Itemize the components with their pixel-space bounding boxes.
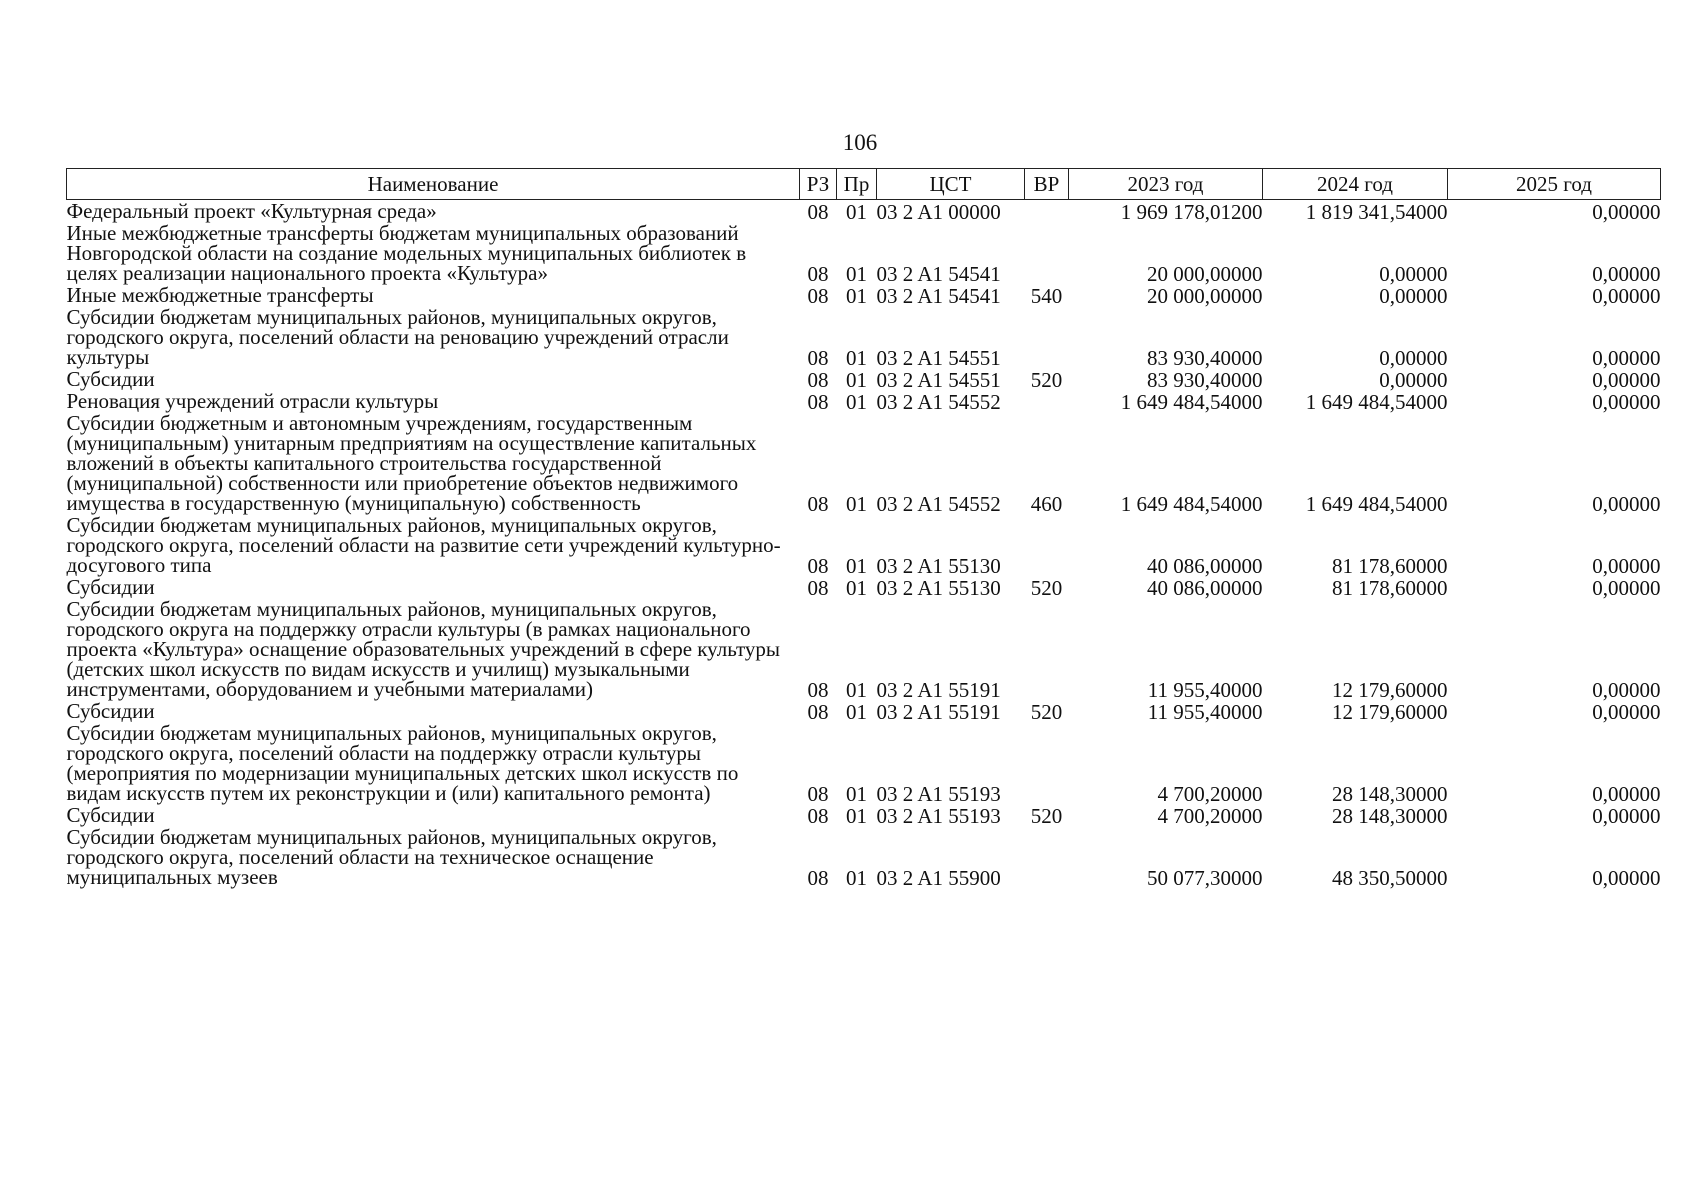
header-rz: РЗ bbox=[800, 169, 837, 200]
table-row bbox=[67, 368, 1661, 390]
table-row bbox=[67, 306, 1661, 368]
cell-y2023: 50 077,30000 bbox=[1147, 866, 1263, 890]
cell-vr bbox=[1025, 514, 1069, 576]
cell-cst: 03 2 A1 55900 bbox=[876, 866, 1001, 890]
cell-y2024: 0,00000 bbox=[1379, 284, 1448, 308]
cell-cst: 03 2 A1 54541 bbox=[876, 284, 1001, 308]
cell-pr: 01 bbox=[846, 492, 867, 516]
cell-y2024: 12 179,60000 bbox=[1332, 700, 1448, 724]
cell-cst: 03 2 A1 55193 bbox=[876, 804, 1001, 828]
cell-rz: 08 bbox=[807, 576, 829, 600]
cell-vr bbox=[1025, 390, 1069, 412]
cell-cst: 03 2 A1 55193 bbox=[876, 782, 1001, 806]
cell-y2025: 0,00000 bbox=[1592, 284, 1661, 308]
cell-vr bbox=[1025, 306, 1069, 368]
table-row bbox=[67, 222, 1661, 284]
page-number: 106 bbox=[842, 130, 878, 155]
cell-y2024: 0,00000 bbox=[1379, 262, 1448, 286]
cell-y2025: 0,00000 bbox=[1592, 390, 1661, 414]
cell-vr: 460 bbox=[1030, 492, 1063, 516]
cell-y2024: 81 178,60000 bbox=[1332, 576, 1448, 600]
cell-vr bbox=[1025, 722, 1069, 804]
header-vr: ВР bbox=[1025, 169, 1069, 200]
cell-pr: 01 bbox=[846, 576, 867, 600]
cell-y2024: 0,00000 bbox=[1379, 346, 1448, 370]
cell-y2025: 0,00000 bbox=[1592, 346, 1661, 370]
header-2025: 2025 год bbox=[1448, 169, 1661, 200]
cell-rz: 08 bbox=[807, 200, 829, 224]
cell-y2025: 0,00000 bbox=[1592, 262, 1661, 286]
cell-y2024: 1 649 484,54000 bbox=[1305, 390, 1448, 414]
cell-rz: 08 bbox=[807, 284, 829, 308]
cell-pr: 01 bbox=[846, 782, 867, 806]
cell-name: Иные межбюджетные трансферты бюджетам муниципальных образований Новгородской области на создание модельных муниципальных библиотек в целях реализации национального проекта «Культура» bbox=[66, 221, 747, 285]
cell-y2024: 28 148,30000 bbox=[1332, 804, 1448, 828]
table-row bbox=[67, 722, 1661, 804]
cell-name: Субсидии бюджетам муниципальных районов, муниципальных округов, городского округа на поддержку отрасли культуры (в рамках национального проекта «Культура» оснащение образовательных учреждений в сфере культуры (детских школ искусств по видам искусств и училищ) музыкальными инструментами, оборудованием и учебными материалами) bbox=[66, 597, 781, 701]
table-row bbox=[67, 514, 1661, 576]
cell-y2023: 20 000,00000 bbox=[1147, 284, 1263, 308]
header-name: Наименование bbox=[67, 169, 800, 200]
cell-y2023: 83 930,40000 bbox=[1147, 368, 1263, 392]
cell-rz: 08 bbox=[807, 262, 829, 286]
cell-y2024: 48 350,50000 bbox=[1332, 866, 1448, 890]
cell-pr: 01 bbox=[846, 554, 867, 578]
cell-y2023: 1 649 484,54000 bbox=[1120, 492, 1263, 516]
cell-y2024: 81 178,60000 bbox=[1332, 554, 1448, 578]
header-2023: 2023 год bbox=[1069, 169, 1263, 200]
header-pr: Пр bbox=[837, 169, 877, 200]
cell-rz: 08 bbox=[807, 866, 829, 890]
cell-y2025: 0,00000 bbox=[1592, 700, 1661, 724]
cell-pr: 01 bbox=[846, 678, 867, 702]
table-header-row bbox=[67, 169, 1661, 200]
cell-y2025: 0,00000 bbox=[1592, 492, 1661, 516]
cell-y2023: 83 930,40000 bbox=[1147, 346, 1263, 370]
cell-cst: 03 2 A1 55191 bbox=[876, 700, 1001, 724]
cell-y2024: 1 819 341,54000 bbox=[1305, 200, 1448, 224]
cell-rz: 08 bbox=[807, 700, 829, 724]
table-row bbox=[67, 700, 1661, 722]
cell-cst: 03 2 A1 00000 bbox=[876, 200, 1001, 224]
cell-name: Субсидии бюджетам муниципальных районов, муниципальных округов, городского округа, поселений области на развитие сети учреждений культурно-досугового типа bbox=[66, 513, 781, 577]
cell-vr bbox=[1025, 826, 1069, 888]
cell-vr: 520 bbox=[1030, 576, 1063, 600]
cell-pr: 01 bbox=[846, 368, 867, 392]
cell-cst: 03 2 A1 54551 bbox=[876, 346, 1001, 370]
budget-table bbox=[66, 168, 1661, 888]
cell-cst: 03 2 A1 55130 bbox=[876, 576, 1001, 600]
cell-name: Субсидии bbox=[66, 575, 155, 599]
cell-y2025: 0,00000 bbox=[1592, 804, 1661, 828]
table-row bbox=[67, 390, 1661, 412]
cell-name: Реновация учреждений отрасли культуры bbox=[66, 389, 439, 413]
table-body bbox=[67, 200, 1661, 889]
cell-vr bbox=[1025, 200, 1069, 223]
cell-pr: 01 bbox=[846, 200, 867, 224]
table-row bbox=[67, 804, 1661, 826]
cell-y2024: 12 179,60000 bbox=[1332, 678, 1448, 702]
table-row bbox=[67, 200, 1661, 223]
cell-name: Федеральный проект «Культурная среда» bbox=[66, 199, 437, 223]
header-2024: 2024 год bbox=[1263, 169, 1448, 200]
cell-y2023: 40 086,00000 bbox=[1147, 576, 1263, 600]
cell-y2023: 11 955,40000 bbox=[1147, 700, 1263, 724]
cell-y2025: 0,00000 bbox=[1592, 576, 1661, 600]
cell-pr: 01 bbox=[846, 700, 867, 724]
cell-y2025: 0,00000 bbox=[1592, 782, 1661, 806]
cell-vr: 520 bbox=[1030, 368, 1063, 392]
cell-name: Субсидии бюджетам муниципальных районов, муниципальных округов, городского округа, поселений области на техническое оснащение муниципальных музеев bbox=[66, 825, 717, 889]
cell-cst: 03 2 A1 54551 bbox=[876, 368, 1001, 392]
cell-rz: 08 bbox=[807, 804, 829, 828]
cell-name: Субсидии bbox=[66, 367, 155, 391]
cell-pr: 01 bbox=[846, 390, 867, 414]
cell-y2023: 40 086,00000 bbox=[1147, 554, 1263, 578]
cell-y2023: 1 649 484,54000 bbox=[1120, 390, 1263, 414]
cell-rz: 08 bbox=[807, 492, 829, 516]
cell-rz: 08 bbox=[807, 346, 829, 370]
header-cst: ЦСТ bbox=[877, 169, 1025, 200]
cell-y2023: 4 700,20000 bbox=[1157, 782, 1263, 806]
cell-rz: 08 bbox=[807, 554, 829, 578]
cell-vr: 520 bbox=[1030, 700, 1063, 724]
cell-cst: 03 2 A1 55191 bbox=[876, 678, 1001, 702]
cell-y2025: 0,00000 bbox=[1592, 368, 1661, 392]
cell-cst: 03 2 A1 55130 bbox=[876, 554, 1001, 578]
table-row bbox=[67, 412, 1661, 514]
cell-name: Субсидии bbox=[66, 803, 155, 827]
cell-name: Субсидии bbox=[66, 699, 155, 723]
cell-pr: 01 bbox=[846, 346, 867, 370]
cell-name: Субсидии бюджетам муниципальных районов, муниципальных округов, городского округа, поселений области на поддержку отрасли культуры (мероприятия по модернизации муниципальных детских школ искусств по видам искусств путем их реконструкции и (или) капитального ремонта) bbox=[66, 721, 739, 805]
cell-cst: 03 2 A1 54541 bbox=[876, 262, 1001, 286]
cell-name: Иные межбюджетные трансферты bbox=[66, 283, 374, 307]
table-row bbox=[67, 284, 1661, 306]
cell-vr: 520 bbox=[1030, 804, 1063, 828]
cell-cst: 03 2 A1 54552 bbox=[876, 492, 1001, 516]
cell-pr: 01 bbox=[846, 284, 867, 308]
cell-rz: 08 bbox=[807, 678, 829, 702]
cell-y2025: 0,00000 bbox=[1592, 554, 1661, 578]
cell-rz: 08 bbox=[807, 390, 829, 414]
cell-y2023: 20 000,00000 bbox=[1147, 262, 1263, 286]
cell-vr bbox=[1025, 222, 1069, 284]
cell-pr: 01 bbox=[846, 804, 867, 828]
cell-y2025: 0,00000 bbox=[1592, 866, 1661, 890]
cell-pr: 01 bbox=[846, 262, 867, 286]
cell-rz: 08 bbox=[807, 368, 829, 392]
cell-y2024: 1 649 484,54000 bbox=[1305, 492, 1448, 516]
cell-y2023: 1 969 178,01200 bbox=[1120, 200, 1263, 224]
cell-y2024: 0,00000 bbox=[1379, 368, 1448, 392]
cell-vr bbox=[1025, 598, 1069, 700]
cell-name: Субсидии бюджетам муниципальных районов, муниципальных округов, городского округа, поселений области на реновацию учреждений отрасли культуры bbox=[66, 305, 729, 369]
cell-y2025: 0,00000 bbox=[1592, 678, 1661, 702]
cell-y2023: 4 700,20000 bbox=[1157, 804, 1263, 828]
cell-y2023: 11 955,40000 bbox=[1147, 678, 1263, 702]
cell-y2024: 28 148,30000 bbox=[1332, 782, 1448, 806]
cell-y2025: 0,00000 bbox=[1592, 200, 1661, 224]
cell-vr: 540 bbox=[1030, 284, 1063, 308]
table-row bbox=[67, 576, 1661, 598]
cell-cst: 03 2 A1 54552 bbox=[876, 390, 1001, 414]
table-row bbox=[67, 598, 1661, 700]
cell-pr: 01 bbox=[846, 866, 867, 890]
cell-name: Субсидии бюджетным и автономным учреждениям, государственным (муниципальным) унитарным предприятиям на осуществление капитальных вложений в объекты капитального строительства государственной (муниципальной) собственности или приобретение объектов недвижимого имущества в государственную (муниципальную) собственность bbox=[66, 411, 757, 515]
table-row bbox=[67, 826, 1661, 888]
cell-rz: 08 bbox=[807, 782, 829, 806]
